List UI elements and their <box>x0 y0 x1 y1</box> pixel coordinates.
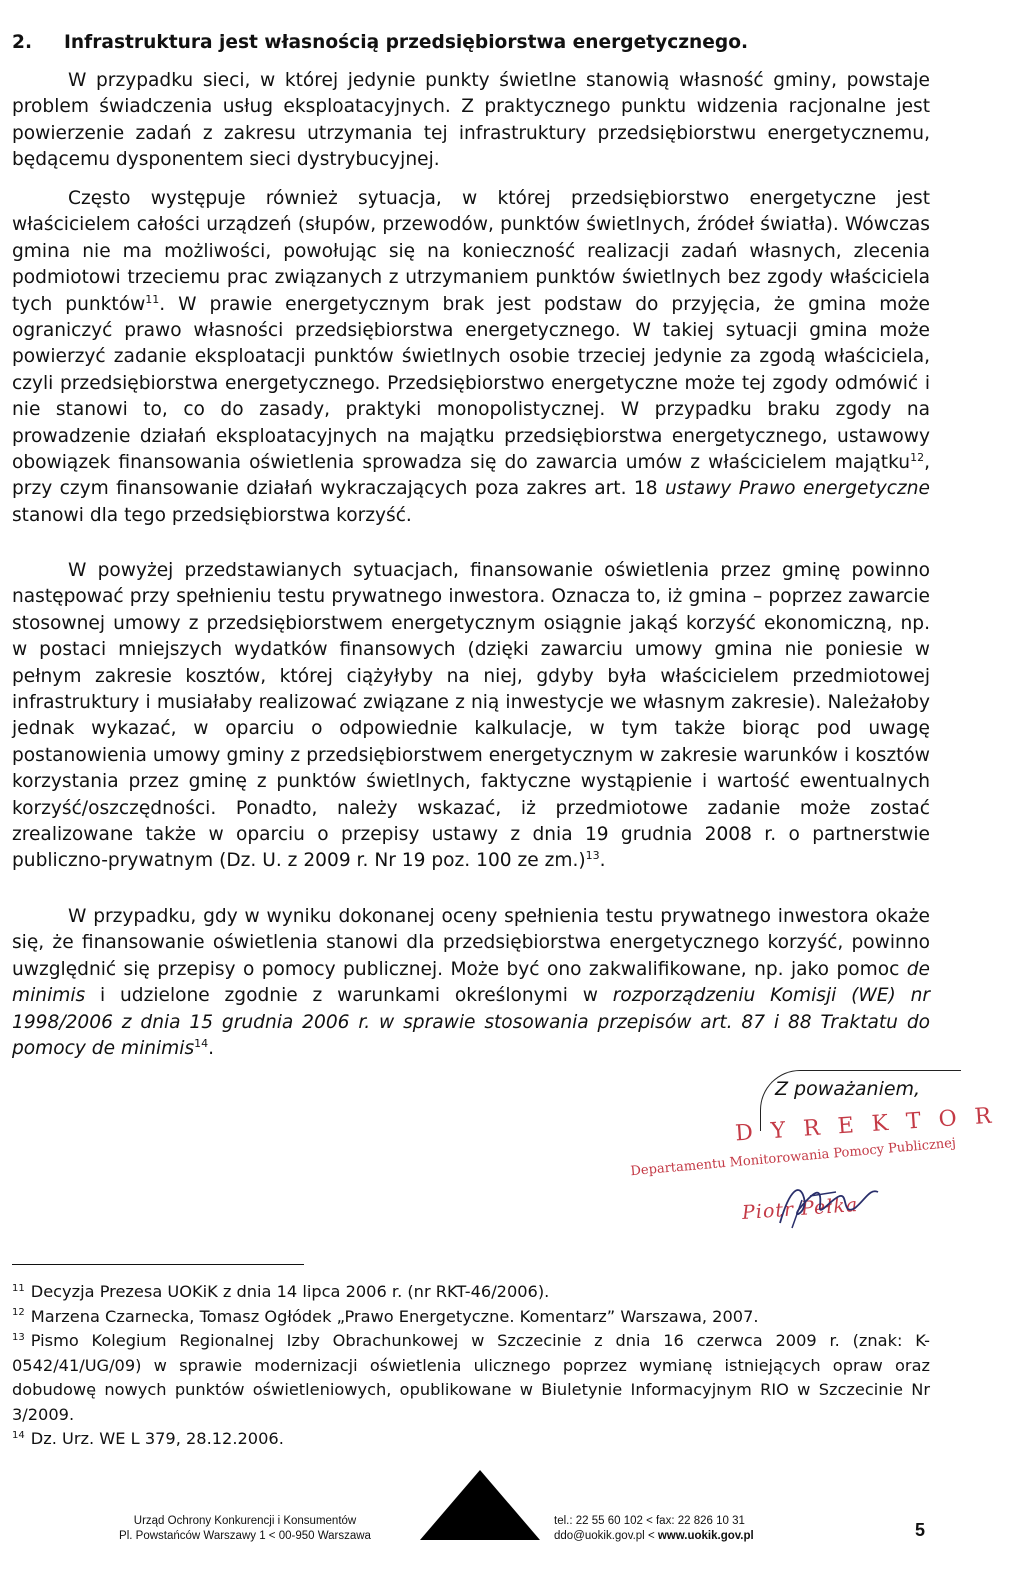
footer-address-block <box>95 1514 395 1544</box>
footnote-ref-13: 13 <box>585 849 600 863</box>
de-minimis-italic: de minimis <box>12 958 930 1007</box>
regulation-title-italic: rozporządzeniu Komisji (WE) nr 1998/2006 z dnia 15 grudnia 2006 r. w sprawie stosowania przepisów art. 87 i 88 Traktatu do pomocy de minimis <box>12 985 931 1060</box>
footer-org-name: Urząd Ochrony Konkurencji i Konsumentów <box>133 1515 357 1527</box>
paragraph-4-text-c: . <box>208 1038 215 1060</box>
footnotes <box>12 1280 930 1452</box>
paragraph-4 <box>12 904 930 1062</box>
footnote-11: $^{11}$ Decyzja Prezesa UOKiK z dnia 14 lipca 2006 r. (nr RKT-46/2006). <box>12 1282 550 1301</box>
footnote-13: $^{13}$ Pismo Kolegium Regionalnej Izby Obrachunkowej w Szczecinie z dnia 16 czerwca 2009 r. (znak: K-0542/41/UG/09) w sprawie modernizacji oświetlenia ulicznego poprzez wymianę istniejących opraw oraz dobudowę nowych punktów oświetleniowych, opublikowane w Biuletynie Informacyjnym RIO w Szczecinie Nr 3/2009. <box>12 1331 930 1424</box>
footnote-14: $^{14}$ Dz. Urz. WE L 379, 28.12.2006. <box>12 1429 284 1448</box>
footer-website-link[interactable]: www.uokik.gov.pl <box>657 1530 754 1542</box>
footnote-separator <box>12 1264 304 1265</box>
paragraph-2-text-b: . W prawie energetycznym brak jest podstaw do przyjęcia, że gmina może ograniczyć prawo własności przedsiębiorstwa energetycznego. W takiej sytuacji gmina może powierzyć zadanie eksploatacji punktów świetlnych osobie trzeciej jedynie za zgodą właściciela, czyli przedsiębiorstwa energetycznego. Przedsiębiorstwo energetyczne może tej zgody odmówić i nie stanowi to, co do zasady, praktyki monopolistycznej. W przypadku braku zgody na prowadzenie działań eksploatacyjnych na majątku przedsiębiorstwa energetycznego, ustawowy obowiązek finansowania oświetlenia sprowadza się do zawarcia umów z właścicielem majątku <box>12 293 930 474</box>
footnote-ref-11: 11 <box>145 292 160 306</box>
section-title: Infrastruktura jest własnością przedsiębiorstwa energetycznego. <box>64 32 749 53</box>
paragraph-2-text-a: Często występuje również sytuacja, w której przedsiębiorstwo energetyczne jest właścicielem całości urządzeń (słupów, przewodów, punktów świetlnych, źródeł światła). Wówczas gmina nie ma możliwości, powołując się na konieczność realizacji zadań własnych, zlecenia podmiotowi trzeciemu prac związanych z utrzymaniem punktów świetlnych bez zgody właściciela tych punktów <box>12 188 930 315</box>
paragraph-3-text-b: . <box>599 850 606 872</box>
stamp-department: Departamentu Monitorowania Pomocy Publicznej <box>629 1135 957 1180</box>
footer-contact-block: tel.: 22 55 60 102 < fax: 22 826 10 31 ddo@uokik.gov.pl < www.uokik.gov.pl <box>554 1515 754 1542</box>
paragraph-3 <box>12 558 930 875</box>
closing-salutation: Z poważaniem, <box>775 1078 921 1100</box>
paragraph-2-text-d: stanowi dla tego przedsiębiorstwa korzyść. <box>12 504 412 526</box>
section-number: 2. <box>12 32 33 53</box>
footer-phone-fax: tel.: 22 55 60 102 < fax: 22 826 10 31 <box>554 1515 745 1527</box>
stamp-name: Piotr Pełka <box>741 1193 859 1225</box>
paragraph-2 <box>12 186 930 529</box>
footer-address: Pl. Powstańców Warszawy 1 < 00-950 Warszawa <box>119 1530 371 1542</box>
footnote-12: $^{12}$ Marzena Czarnecka, Tomasz Ogłódek „Prawo Energetyczne. Komentarz” Warszawa, 2007. <box>12 1306 759 1326</box>
section-heading <box>12 30 748 56</box>
paragraph-1-text: W przypadku sieci, w której jedynie punkty świetlne stanowią własność gminy, powstaje problem świadczenia usług eksploatacyjnych. Z praktycznego punktu widzenia racjonalne jest powierzenie zadań z zakresu utrzymania tej infrastruktury przedsiębiorstwu energetycznemu, będącemu dysponentem sieci dystrybucyjnej. <box>12 70 930 171</box>
paragraph-2-text-c: , przy czym finansowanie działań wykraczających poza zakres art. 18 <box>12 452 930 500</box>
footer-email[interactable]: ddo@uokik.gov.pl <box>554 1530 645 1542</box>
page-number: 5 <box>915 1520 926 1540</box>
paragraph-4-text-b: i udzielone zgodnie z warunkami określonymi w <box>85 985 613 1007</box>
uokik-triangle-logo-icon <box>420 1470 540 1540</box>
act-title-italic: ustawy Prawo energetyczne <box>664 478 930 500</box>
stamp-title: DYREKTOR <box>734 1102 1010 1147</box>
paragraph-3-text-a: W powyżej przedstawianych sytuacjach, finansowanie oświetlenia przez gminę powinno następować przy spełnieniu testu prywatnego inwestora. Oznacza to, iż gmina – poprzez zawarcie stosownej umowy z przedsiębiorstwem energetycznym osiągnie jakąś korzyść ekonomiczną, np. w postaci mniejszych wydatków finansowych (dzięki zawarciu umowy gmina nie poniesie w pełnym zakresie kosztów, której ciążyłyby na niej, gdyby była właścicielem przedmiotowej infrastruktury i musiałaby realizować związane z nią inwestycje we własnym zakresie). Należałoby jednak wykazać, w oparciu o odpowiednie kalkulacje, w tym także biorąc pod uwagę postanowienia umowy gminy z przedsiębiorstwem energetycznym w zakresie warunków i kosztów korzystania przez gminę z punktów świetlnych, faktyczne wystąpienie i wartość ewentualnych korzyść/oszczędności. Ponadto, należy wskazać, iż przedmiotowe zadanie może zostać zrealizowane także w oparciu o przepisy ustawy z dnia 19 grudnia 2008 r. o partnerstwie publiczno-prywatnym (Dz. U. z 2009 r. Nr 19 poz. 100 ze zm.) <box>12 560 930 872</box>
footnote-ref-14: 14 <box>194 1036 209 1050</box>
handwritten-signature-icon <box>770 1178 890 1233</box>
paragraph-4-text-a: W przypadku, gdy w wyniku dokonanej oceny spełnienia testu prywatnego inwestora okaże się, że finansowanie oświetlenia stanowi dla przedsiębiorstwa energetycznego korzyść, powinno uwzględnić się przepisy o pomocy publicznej. Może być ono zakwalifikowane, np. jako pomoc <box>12 906 930 980</box>
paragraph-1 <box>12 68 930 174</box>
footnote-ref-12: 12 <box>910 450 925 464</box>
